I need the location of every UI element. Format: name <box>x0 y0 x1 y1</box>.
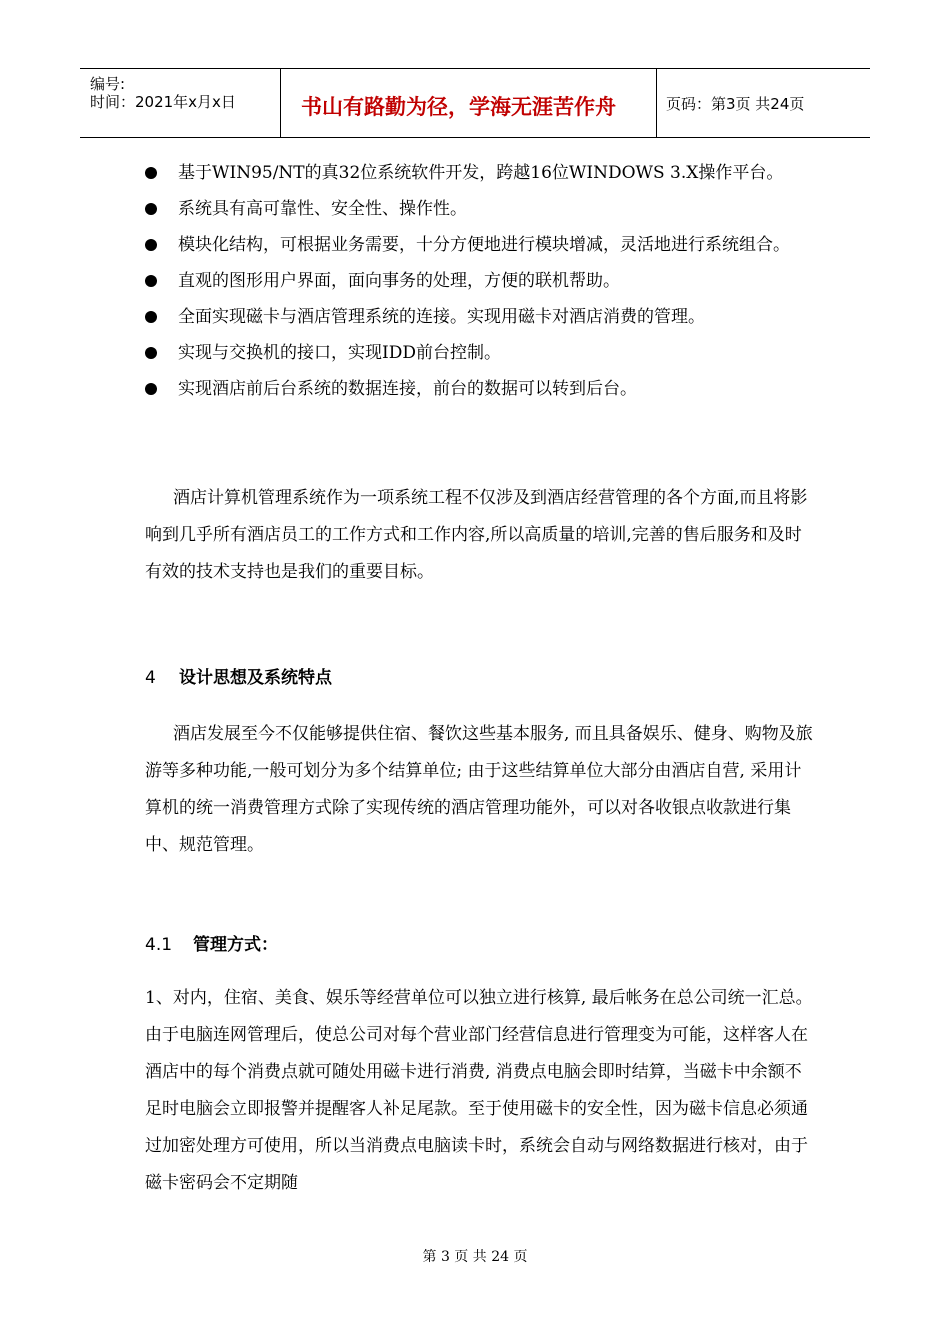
intro-paragraph: 酒店计算机管理系统作为一项系统工程不仅涉及到酒店经营管理的各个方面,而且将影响到几乎所有酒店员工的工作方式和工作内容,所以高质量的培训,完善的售后服务和及时有效的技术支持也是我们的重要目标。 <box>145 488 808 582</box>
bullet-icon <box>145 203 157 215</box>
bullet-icon <box>145 311 157 323</box>
list-item-text: 模块化结构，可根据业务需要，十分方便地进行模块增减，灵活地进行系统组合。 <box>178 235 790 255</box>
list-item <box>145 372 845 406</box>
bullet-icon <box>145 383 157 395</box>
header-page-cell <box>656 69 870 137</box>
list-item-text: 实现与交换机的接口，实现IDD前台控制。 <box>178 343 501 363</box>
document-date: 时间：2021年x月x日 <box>90 93 236 111</box>
list-item <box>145 300 845 334</box>
list-item-text: 直观的图形用户界面，面向事务的处理，方便的联机帮助。 <box>178 271 620 291</box>
list-item-text: 全面实现磁卡与酒店管理系统的连接。实现用磁卡对酒店消费的管理。 <box>178 307 705 327</box>
document-number-label: 编号: <box>90 75 126 93</box>
list-item <box>145 264 845 298</box>
section-heading-4-1 <box>145 930 278 955</box>
list-item <box>145 228 845 262</box>
header-page-info: 页码：第3页 共24页 <box>666 95 805 113</box>
section-number: 4.1 <box>145 935 173 955</box>
header-motto: 书山有路勤为径，学海无涯苦作舟 <box>301 95 616 119</box>
list-item-text: 基于WIN95/NT的真32位系统软件开发，跨越16位WINDOWS 3.X操作平台。 <box>178 163 784 183</box>
bullet-icon <box>145 167 157 179</box>
list-item-text: 系统具有高可靠性、安全性、操作性。 <box>178 199 467 219</box>
section-title: 管理方式： <box>193 935 278 955</box>
header-motto-cell <box>280 69 657 137</box>
page-header <box>80 68 870 138</box>
section-4-paragraph: 酒店发展至今不仅能够提供住宿、餐饮这些基本服务, 而且具备娱乐、健身、购物及旅游等多种功能,一般可划分为多个结算单位; 由于这些结算单位大部分由酒店自营, 采用计算机的统一消费管理方式除了实现传统的酒店管理功能外，可以对各收银点收款进行集中、规范管理。 <box>145 724 813 855</box>
list-item <box>145 156 845 190</box>
list-item <box>145 336 845 370</box>
section-title: 设计思想及系统特点 <box>179 668 332 688</box>
header-meta <box>80 69 280 137</box>
section-heading-4 <box>145 663 332 688</box>
feature-list <box>145 156 845 408</box>
bullet-icon <box>145 239 157 251</box>
list-item-text: 实现酒店前后台系统的数据连接，前台的数据可以转到后台。 <box>178 379 637 399</box>
list-item <box>145 192 845 226</box>
section-number: 4 <box>145 668 156 688</box>
bullet-icon <box>145 347 157 359</box>
page-footer: 第 3 页 共 24 页 <box>422 1249 528 1265</box>
section-4-1-paragraph: 1、对内，住宿、美食、娱乐等经营单位可以独立进行核算, 最后帐务在总公司统一汇总。由于电脑连网管理后，使总公司对每个营业部门经营信息进行管理变为可能，这样客人在酒店中的每个消费点就可随处用磁卡进行消费, 消费点电脑会即时结算，当磁卡中余额不足时电脑会立即报警并提醒客人补足尾款。至于使用磁卡的安全性，因为磁卡信息必须通过加密处理方可使用，所以当消费点电脑读卡时，系统会自动与网络数据进行核对，由于磁卡密码会不定期随 <box>145 988 813 1193</box>
bullet-icon <box>145 275 157 287</box>
